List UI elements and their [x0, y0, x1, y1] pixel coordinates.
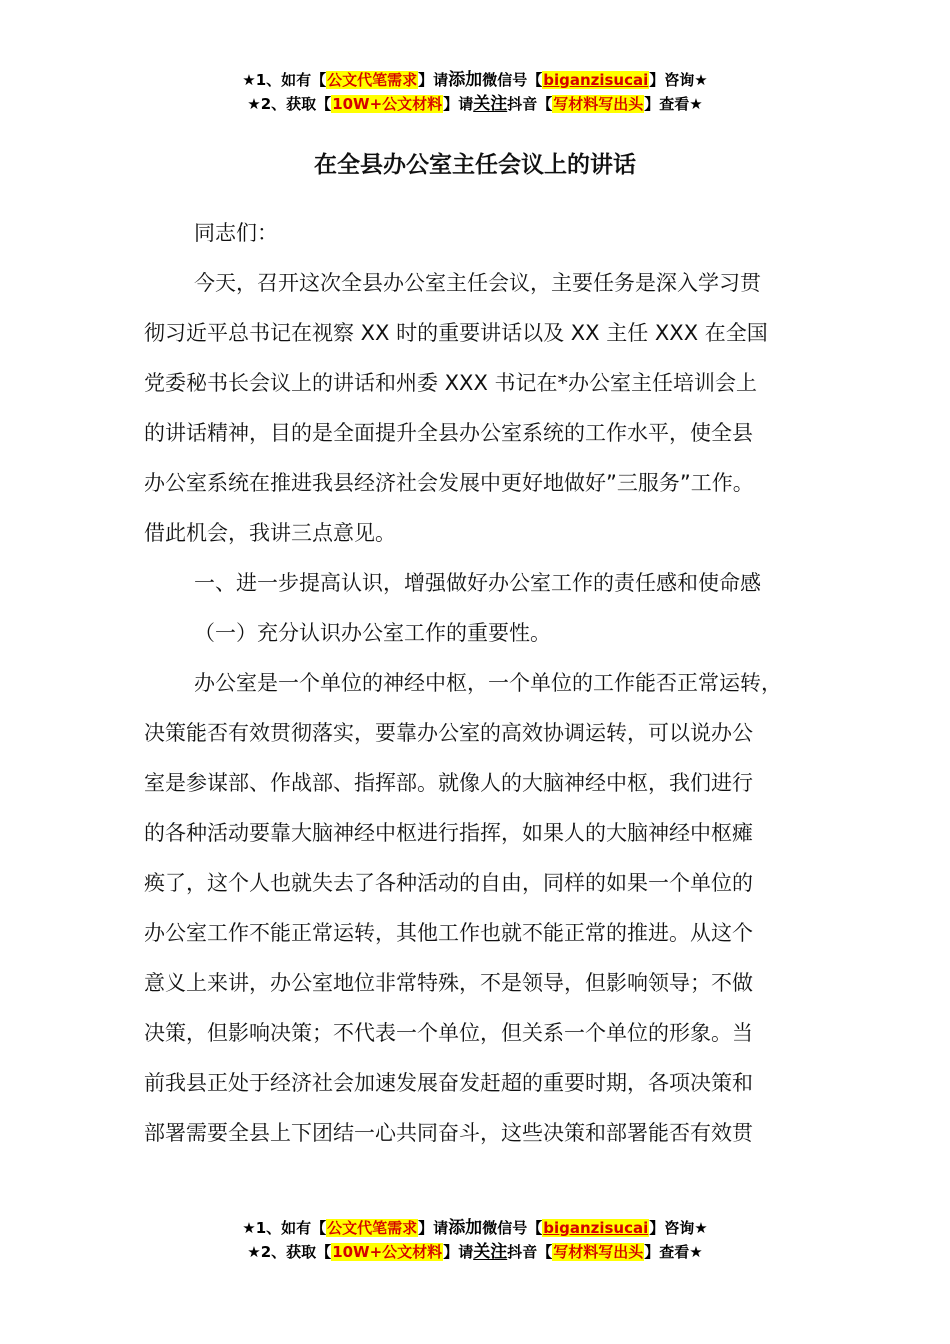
highlight-materials: 10W+公文材料 — [332, 1243, 443, 1261]
section-heading: 一、进一步提高认识，增强做好办公室工作的责任感和使命感 — [194, 571, 761, 595]
paragraph-2 — [144, 658, 834, 1158]
banner-text: ★2、获取【 — [247, 95, 332, 113]
subsection-heading: （一）充分认识办公室工作的重要性。 — [194, 621, 551, 645]
douyin-account: 写材料写出头 — [553, 1243, 644, 1261]
salutation: 同志们： — [194, 221, 278, 245]
paragraph-1 — [144, 258, 834, 558]
banner-text: 微信号【 — [482, 71, 543, 89]
text-line: 今天，召开这次全县办公室主任会议，主要任务是深入学习贯 — [194, 271, 761, 295]
text-line: 办公室工作不能正常运转，其他工作也就不能正常的推进。从这个 — [144, 921, 753, 945]
text-line: 意义上来讲，办公室地位非常特殊，不是领导，但影响领导；不做 — [144, 971, 753, 995]
document-body — [144, 208, 834, 1158]
text-line: 办公室是一个单位的神经中枢，一个单位的工作能否正常运转， — [194, 671, 782, 695]
banner-text: 】咨询★ — [649, 1219, 708, 1237]
text-line: 室是参谋部、作战部、指挥部。就像人的大脑神经中枢，我们进行 — [144, 771, 753, 795]
banner-text: 】请 — [443, 1243, 474, 1261]
banner-line-2 — [0, 1240, 950, 1264]
banner-text: 】请 — [443, 95, 474, 113]
text-line: 的各种活动要靠大脑神经中枢进行指挥，如果人的大脑神经中枢瘫 — [144, 821, 753, 845]
banner-text: 】查看★ — [644, 95, 703, 113]
banner-emphasis: 关注 — [473, 1242, 508, 1262]
banner-text: 】咨询★ — [649, 71, 708, 89]
text-line: 办公室系统在推进我县经济社会发展中更好地做好”三服务”工作。 — [144, 471, 754, 495]
banner-line-1 — [0, 68, 950, 92]
banner-emphasis: 添加 — [448, 1218, 483, 1238]
text-line: 借此机会，我讲三点意见。 — [144, 521, 396, 545]
highlight-service: 公文代笔需求 — [327, 1219, 418, 1237]
wechat-id: biganzisucai — [543, 1219, 649, 1237]
highlight-materials: 10W+公文材料 — [332, 95, 443, 113]
text-line: 决策，但影响决策；不代表一个单位，但关系一个单位的形象。当 — [144, 1021, 753, 1045]
banner-emphasis: 添加 — [448, 70, 483, 90]
douyin-account: 写材料写出头 — [553, 95, 644, 113]
document-title: 在全县办公室主任会议上的讲话 — [314, 152, 636, 178]
banner-text: ★1、如有【 — [242, 71, 327, 89]
banner-text: 抖音【 — [507, 1243, 553, 1261]
banner-text: ★2、获取【 — [247, 1243, 332, 1261]
wechat-id: biganzisucai — [543, 71, 649, 89]
banner-text: 】请 — [418, 71, 449, 89]
text-line: 部署需要全县上下团结一心共同奋斗，这些决策和部署能否有效贯 — [144, 1121, 753, 1145]
banner-line-2 — [0, 92, 950, 116]
text-line: 前我县正处于经济社会加速发展奋发赶超的重要时期，各项决策和 — [144, 1071, 753, 1095]
text-line: 彻习近平总书记在视察 XX 时的重要讲话以及 XX 主任 XXX 在全国 — [144, 321, 768, 345]
banner-text: 】请 — [418, 1219, 449, 1237]
banner-line-1 — [0, 1216, 950, 1240]
footer-banner — [0, 1216, 950, 1264]
banner-text: ★1、如有【 — [242, 1219, 327, 1237]
text-line: 的讲话精神，目的是全面提升全县办公室系统的工作水平，使全县 — [144, 421, 753, 445]
banner-text: 】查看★ — [644, 1243, 703, 1261]
header-banner — [0, 68, 950, 116]
text-line: 党委秘书长会议上的讲话和州委 XXX 书记在*办公室主任培训会上 — [144, 371, 758, 395]
banner-text: 微信号【 — [482, 1219, 543, 1237]
banner-emphasis: 关注 — [473, 94, 508, 114]
highlight-service: 公文代笔需求 — [327, 71, 418, 89]
text-line: 痪了，这个人也就失去了各种活动的自由，同样的如果一个单位的 — [144, 871, 753, 895]
banner-text: 抖音【 — [507, 95, 553, 113]
text-line: 决策能否有效贯彻落实，要靠办公室的高效协调运转，可以说办公 — [144, 721, 753, 745]
